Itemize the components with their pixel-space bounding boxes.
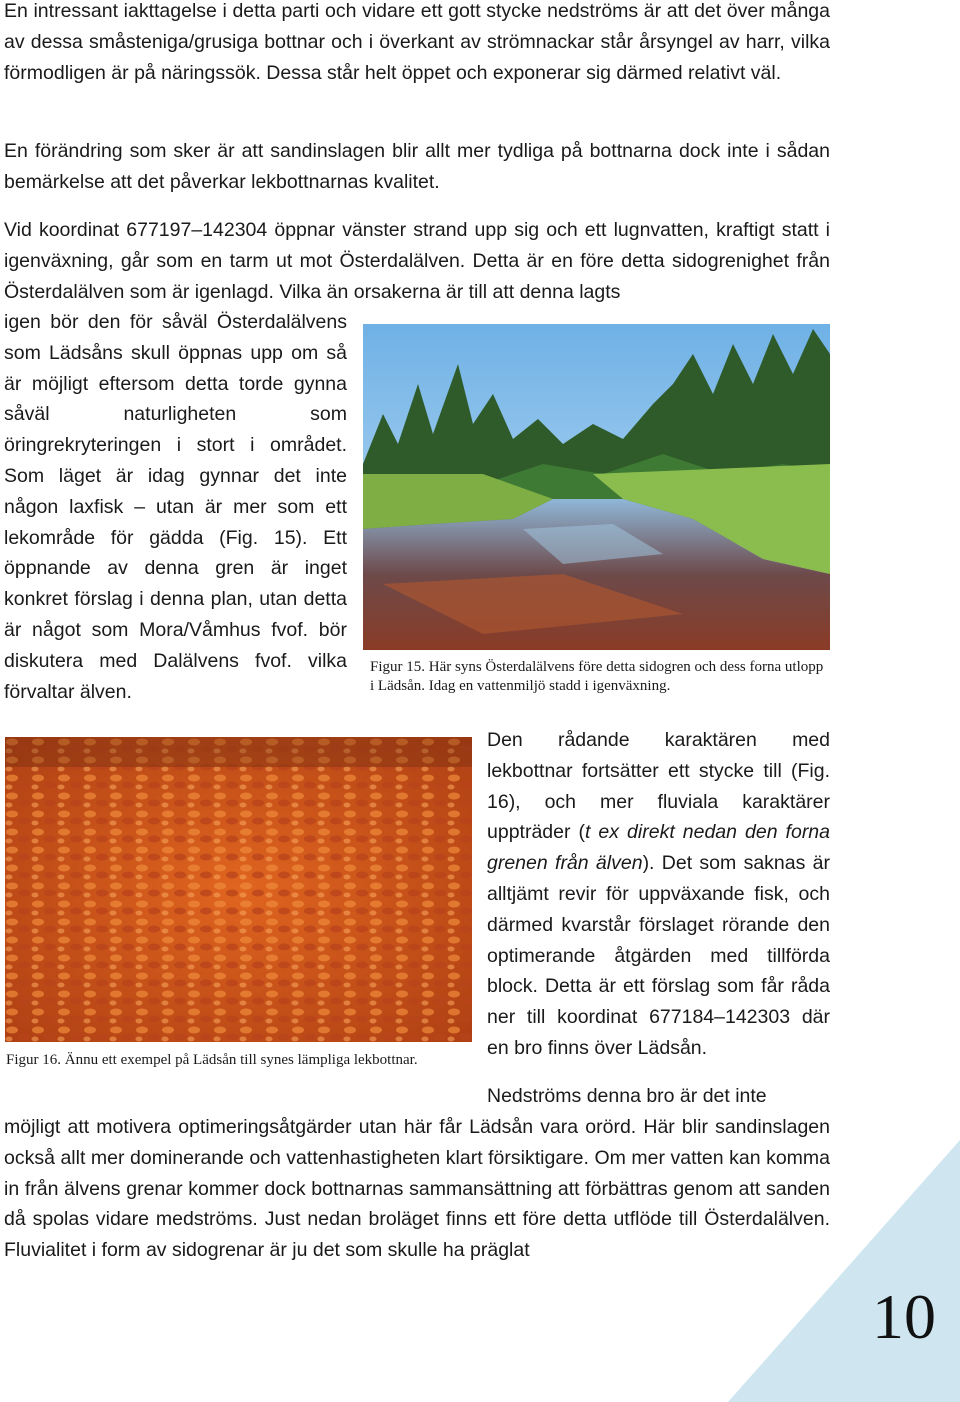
paragraph-spawning-beds-part-b: ). Det som saknas är alltjämt revir för uppväxande fisk, och därmed kvarstår förslaget rörande den optimerande åtgärden med tillförda block. Detta är ett förslag som får råda ner till koordinat 677184–142303 där en bro finns över Lädsån. [487, 852, 831, 1059]
paragraph-spawning-beds-emphasis: t ex direkt nedan den forna grenen från älven [487, 821, 830, 875]
paragraph-intro: En intressant iakttagelse i detta parti och vidare ett gott stycke nedströms är att det över många av dessa småsteniga/grusiga bottnar och i överkant av strömnackar står årsyngel av harr, vilka förmodligen är på näringssök. Dessa står helt öppet och exponerar sig därmed relativt väl. [4, 0, 830, 84]
paragraph-downstream-bridge: Nedströms denna bro är det inte [487, 1085, 767, 1107]
figure-16-photo [5, 737, 472, 1042]
page-number: 10 [872, 1281, 936, 1352]
figure-16-caption: Figur 16. Ännu ett exempel på Lädsån till synes lämpliga lekbottnar. [6, 1052, 418, 1068]
paragraph-spawning-beds [487, 725, 830, 1064]
paragraph-sand: En förändring som sker är att sandinslagen blir allt mer tydliga på bottnarna dock inte i sådan bemärkelse att det påverkar lekbottnarnas kvalitet. [4, 140, 830, 193]
paragraph-coordinate-continued: igen bör den för såväl Österdalälvens som Lädsåns skull öppnas upp om så är möjligt eftersom detta torde gynna såväl naturligheten som öringrekryteringen i stort i området. Som läget är idag gynnar det inte någon laxfisk – utan är mer som ett lekområde för gädda (Fig. 15). Ett öppnande av denna gren är inget konkret förslag i denna plan, utan detta är något som Mora/Våmhus fvof. bör diskutera med Dalälvens fvof. vilka förvaltar älven. [4, 311, 347, 703]
paragraph-downstream-bridge-continued: möjligt att motivera optimeringsåtgärder utan här får Lädsån vara orörd. Här blir sandinslagen också allt mer dominerande och vattenhastigheten klart försiktigare. Om mer vatten kan komma in från älvens grenar kommer dock bottnarnas sammansättning att förbättras genom att sanden då spolas vidare medströms. Just nedan broläget finns ett före detta utflöde till Österdalälven. Fluvialitet i form av sidogrenar är ju det som skulle ha präglat [4, 1116, 830, 1262]
figure-15-photo [363, 324, 830, 650]
paragraph-spawning-beds-part-a: Den rådande karaktären med lekbottnar fortsätter ett stycke till (Fig. 16), och mer fluviala karaktärer uppträder ( [487, 729, 830, 844]
figure-15-caption: Figur 15. Här syns Österdalälvens före detta sidogren och dess forna utlopp i Lädsån. Idag en vattenmiljö stadd i igenväxning. [370, 659, 824, 694]
paragraph-coordinate: Vid koordinat 677197–142304 öppnar vänster strand upp sig och ett lugnvatten, kraftigt statt i igenväxning, går som en tarm ut mot Österdalälven. Detta är en före detta sidogrenighet från Österdalälven som är igenlagd. Vilka än orsakerna är till att denna lagts [4, 219, 830, 303]
corner-triangle-decoration [728, 1140, 960, 1402]
